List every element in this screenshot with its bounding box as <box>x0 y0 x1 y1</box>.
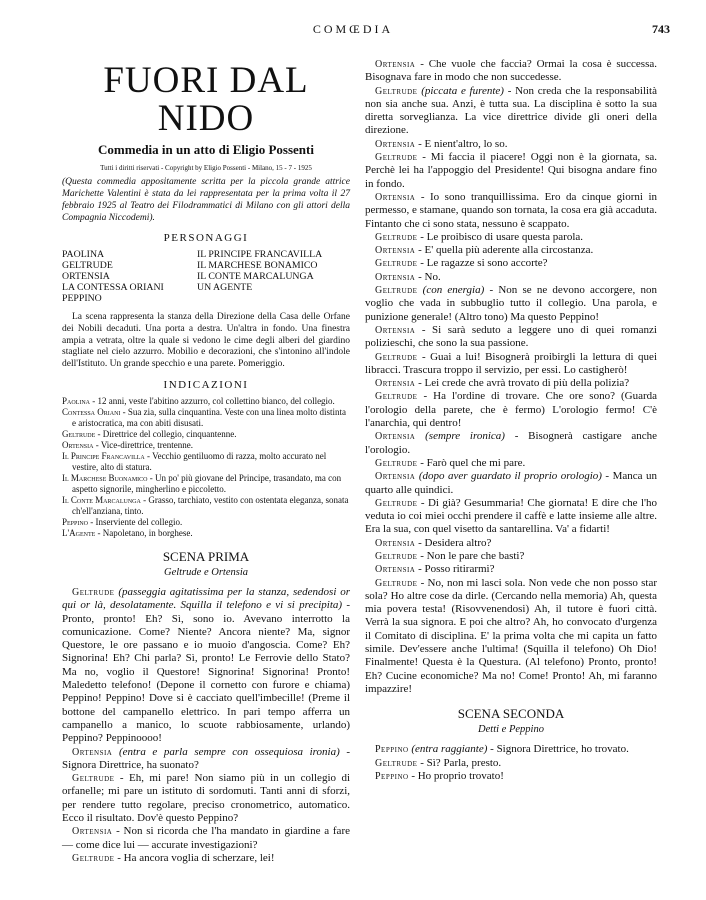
page-number: 743 <box>652 22 670 36</box>
speaker-name: Ortensia <box>375 564 416 576</box>
indication-entry <box>62 440 350 451</box>
dialogue-line <box>365 271 657 284</box>
indications-heading: INDICAZIONI <box>163 378 249 391</box>
dialogue-line <box>365 430 657 457</box>
dialogue-text: - Ha l'ordine di trovare. Che ore sono? (Guarda l'orologio della parete, che è fermo) L'orologio fermo! C'è l'anarchia, qui dentro! <box>365 390 657 430</box>
speaker-name: Geltrude <box>72 773 115 785</box>
scene-two-characters: Detti e Peppino <box>478 724 544 736</box>
dialogue-text: - Bisognerà castigare anche l'orologio. <box>365 430 658 456</box>
stage-direction: (piccata e furente) <box>421 84 504 97</box>
dialogue-text: - Guai a lui! Bisognerà proibirgli la lettura di quei libracci. Trascura troppo il servizio, per essi. Lo castigherò! <box>365 350 657 376</box>
dialogue-line <box>365 231 657 244</box>
speaker-name: Ortensia <box>375 138 416 150</box>
dialogue-text: - E nient'altro, lo so. <box>415 137 508 150</box>
dialogue-line <box>365 351 657 378</box>
indication-text: - 12 anni, veste l'abitino azzurro, col collettino bianco, del collegio. <box>90 395 335 406</box>
dialogue-text: - Pronto, pronto! Eh? Sì, sono io. Avevano interrotto la comunicazione. Come? Niente? Ancora niente? Ma, signor Questore, le ore passano e io muoio d'angoscia. Come? Eh? Signorina! Eh? Chi parla? Sì, pronto! Le Ferrovie dello Stato? Ma no, voglio il Questore! Signorina! Signorina! Pronto! Maledetto telefono! (Depone il cornetto con furore e chiama) Peppino! Peppino! Dove si è cacciato quell'imbecille! (Preme il bottone del campanello elettrico. In pari tempo afferra un campanello a manico, lo scuote rabbiosamente, urlando) Peppino? Peppinoooo! <box>62 599 350 745</box>
speaker-name: Geltrude <box>72 852 115 864</box>
speaker-name: Ortensia <box>375 245 416 257</box>
cast-member: PEPPINO <box>62 293 102 304</box>
indication-character: L'Agente <box>62 527 96 538</box>
dialogue-line <box>365 324 657 351</box>
indication-text: - Grasso, tarchiato, vestito con ostentata eleganza, sonata ch'ell'anziana, tinto. <box>72 494 349 516</box>
dialogue-right <box>365 58 657 696</box>
dialogue-text: - Signora Direttrice, ha suonato? <box>62 745 350 771</box>
speaker-name: Ortensia <box>375 537 416 549</box>
dialogue-line <box>365 497 657 537</box>
right-column <box>365 58 657 783</box>
cast-member: UN AGENTE <box>197 282 253 293</box>
dialogue-text: - No. <box>415 270 441 283</box>
dialogue-line <box>365 563 657 576</box>
indication-entry <box>62 528 350 539</box>
indications-list <box>62 396 350 539</box>
indication-character: Il Principe Francavilla <box>62 450 145 461</box>
indication-text: - Vecchio gentiluomo di razza, molto accurato nel vestire, alto di statura. <box>72 450 327 472</box>
intro-note: (Questa commedia appositamente scritta per la piccola grande attrice Marichette Valentini è stata da lei rappresentata per la prima volta il 27 febbraio 1925 al Teatro dei Filodrammatici di Milano con gli attori della Compagnia Niccodemi). <box>62 177 350 223</box>
dialogue-line <box>365 58 657 85</box>
dialogue-line <box>365 151 657 191</box>
dialogue-line <box>365 757 657 770</box>
left-column <box>62 58 350 865</box>
dialogue-line <box>365 85 657 138</box>
speaker-name: Peppino <box>375 770 409 782</box>
cast-list <box>62 249 350 304</box>
scene-one-title: SCENA PRIMA <box>162 548 250 564</box>
play-title: FUORI DAL NIDO <box>103 60 309 139</box>
dialogue-line <box>365 537 657 550</box>
dialogue-text: - Non se ne devono accorgere, non voglio che vada in subbuglio tutto il collegio. Una parola, e punizione generale! (Altro tono) Ma questo Peppino! <box>365 284 658 323</box>
dialogue-text: - Le proibisco di usare questa parola. <box>417 230 584 243</box>
dialogue-scene-two <box>365 743 657 783</box>
stage-direction: (sempre ironica) <box>425 430 505 443</box>
indication-character: Peppino <box>62 516 89 527</box>
stage-direction: (passeggia agitatissima per la stanza, sedendosi or qui or là, desolatamente. Squilla il telefono e vi si precipita) <box>62 585 351 612</box>
indication-text: - Inserviente del collegio. <box>88 516 183 527</box>
speaker-name: Ortensia <box>375 431 416 443</box>
indication-character: Il Marchese Buonamico <box>62 472 148 483</box>
speaker-name: Geltrude <box>375 497 418 509</box>
speaker-name: Geltrude <box>375 231 418 243</box>
stage-direction: (dopo aver guardato il proprio orologio) <box>418 470 602 483</box>
dialogue-text: - E' quella più aderente alla circostanza. <box>415 244 594 257</box>
indication-entry <box>62 517 350 528</box>
indication-entry <box>62 429 350 440</box>
dialogue-line <box>62 772 350 825</box>
speaker-name: Ortensia <box>375 471 416 483</box>
dialogue-text: - Sì? Parla, presto. <box>417 756 502 769</box>
speaker-name: Geltrude <box>375 757 418 769</box>
stage-direction: (entra raggiante) <box>411 743 488 756</box>
dialogue-line <box>365 470 657 497</box>
dialogue-text: - Io sono tranquillissima. Ero da cinque giorni in permesso, e stamane, quando son tornata, la cosa era già accaduta. Fintanto che ci sono stata, nessuno è scappato. <box>365 190 657 230</box>
dialogue-line <box>365 390 657 430</box>
dialogue-text: - Di già? Gesummaria! Che giornata! E dire che l'ho veduta io coi miei occhi prendere il caffè e latte insieme alle altre. Era la sua, con quel visetto da santarellina. Va' a fidarti! <box>365 496 657 536</box>
dialogue-line <box>62 852 350 865</box>
cast-member <box>197 293 350 304</box>
scene-two-title: SCENA SECONDA <box>457 706 565 722</box>
dialogue-line <box>365 244 657 257</box>
play-subtitle: Commedia in un atto di Eligio Possenti <box>98 142 314 157</box>
dialogue-text: - Eh, mi pare! Non siamo più in un collegio di orfanelle; mi pare un istituto di sordomuti. Tanti anni di sforzi, per rendere tutto regolare, preciso cronometrico, automatico. Ecco il risultato. Dov'è questo Peppino? <box>62 772 350 825</box>
indication-text: - Napoletano, in borghese. <box>95 527 193 538</box>
speaker-name: Ortensia <box>375 324 416 336</box>
dialogue-line <box>365 138 657 151</box>
indication-character: Contessa Oriani <box>62 406 121 417</box>
dialogue-text: - Ho proprio trovato! <box>408 769 504 782</box>
indication-character: Il Conte Marcalunga <box>62 494 141 505</box>
copyright-line: Tutti i diritti riservati - Copyright by Eligio Possenti - Milano, 15 - 7 - 1925 <box>100 164 312 172</box>
dialogue-line <box>365 284 657 324</box>
cast-heading: PERSONAGGI <box>163 232 249 244</box>
indication-text: - Un po' più giovane del Principe, trasandato, ma con aspetto signorile, mingherlino e piccoletto. <box>72 472 342 494</box>
dialogue-text: - Che vuole che faccia? Ormai la cosa è successa. Bisognava fare in modo che non succedesse. <box>365 58 657 84</box>
stage-direction: (entra e parla sempre con ossequiosa ironia) <box>118 745 340 758</box>
speaker-name: Geltrude <box>375 457 418 469</box>
indication-entry <box>62 473 350 495</box>
speaker-name: Geltrude <box>375 285 418 297</box>
dialogue-text: - Mi faccia il piacere! Oggi non è la giornata, sa. Perchè lei ha l'appoggio del Presidente! Qui bisogna andare fino in fondo. <box>365 151 657 190</box>
stage-direction: (con energia) <box>422 284 485 297</box>
indication-character: Paolina <box>62 395 91 406</box>
speaker-name: Geltrude <box>375 351 418 363</box>
dialogue-line <box>365 257 657 270</box>
speaker-name: Ortensia <box>375 378 416 390</box>
dialogue-line <box>365 377 657 390</box>
cast-member: GELTRUDE <box>62 260 113 271</box>
dialogue-text: - Non le pare che basti? <box>417 549 525 562</box>
indication-character: Geltrude <box>62 428 96 439</box>
dialogue-line <box>365 743 657 756</box>
speaker-name: Geltrude <box>375 152 418 164</box>
dialogue-text: - Non creda che la responsabilità non sia anche sua. Anzi, è tutta sua. La disciplina è sotto la sua diretta sorveglianza. La vice direttrice divide gli oneri della direzione. <box>365 84 657 137</box>
indication-entry <box>62 495 350 517</box>
indication-text: - Sua zia, sulla cinquantina. Veste con una linea molto distinta e aristocratica, ma con abiti disusati. <box>72 406 346 428</box>
scene-one-characters: Geltrude e Ortensia <box>164 566 248 578</box>
indication-text: - Direttrice del collegio, cinquantenne. <box>95 428 237 439</box>
dialogue-line <box>365 550 657 563</box>
dialogue-line <box>62 746 350 773</box>
cast-member: LA CONTESSA ORIANI <box>62 282 164 293</box>
dialogue-text: - Ha ancora voglia di scherzare, lei! <box>114 851 275 864</box>
cast-member: IL CONTE MARCALUNGA <box>197 271 314 282</box>
indication-entry <box>62 451 350 473</box>
setting-description: La scena rappresenta la stanza della Direzione della Casa delle Orfane dei Nobili decaduti. Una porta a destra. Un'altra in fondo. Una finestra ampia a vetrata, oltre la quale si vedono le cime degli alberi del giardino stagliate nel cielo azzurro. Mobilio e decorazioni, che s'intonino all'indole dell'Istituto. Un grande specchio e una parete. Pomeriggio. <box>62 312 350 370</box>
indication-entry <box>62 396 350 407</box>
speaker-name: Geltrude <box>375 550 418 562</box>
cast-member: ORTENSIA <box>62 271 110 282</box>
dialogue-line <box>365 457 657 470</box>
running-header: COMŒDIA <box>312 22 394 36</box>
dialogue-text: - Le ragazze si sono accorte? <box>417 257 548 270</box>
dialogue-text: - Farò quel che mi pare. <box>417 456 526 469</box>
dialogue-text: - Posso ritirarmi? <box>415 563 495 576</box>
speaker-name: Ortensia <box>72 746 113 758</box>
cast-member: PAOLINA <box>62 249 105 260</box>
dialogue-text: - Signora Direttrice, ho trovato. <box>487 743 629 756</box>
cast-member: IL MARCHESE BONAMICO <box>197 260 318 271</box>
dialogue-text: - Si sarà seduto a leggere uno di quei romanzi polizieschi, che sono la sua passione. <box>365 323 657 350</box>
dialogue-text: - Lei crede che avrà trovato di più della polizia? <box>415 377 630 390</box>
dialogue-text: - No, non mi lasci sola. Non vede che non posso star sola? Ho altre cose da dirle. (Cercando nella memoria) Ah, questa mia povera testa! (Risovvenendosi) Ah, il tutore è fuori città. Verrà la sua signora. E poi che altro? Ah, ho convocato d'urgenza il Comitato di disciplina. E' la prima volta che mi capita un fatto simile. Dev'essere anche l'ultima! (Squilla il telefono) Oh Dio! Finalmente! Questa è la Questura. (Al telefono) Pronto, pronto! Eh? Cucine economiche? Ma no! Come! Pronto! Ah, mi faranno impazzire! <box>365 576 657 695</box>
speaker-name: Ortensia <box>375 271 416 283</box>
dialogue-text: - Manca un quarto alle quindici. <box>365 470 658 496</box>
speaker-name: Ortensia <box>72 826 113 838</box>
dialogue-line <box>365 191 657 231</box>
dialogue-line <box>62 825 350 852</box>
speaker-name: Geltrude <box>72 586 115 598</box>
cast-member: IL PRINCIPE FRANCAVILLA <box>197 249 323 260</box>
indication-text: - Vice-direttrice, trentenne. <box>93 439 193 450</box>
speaker-name: Geltrude <box>375 391 418 403</box>
dialogue-line <box>365 770 657 783</box>
speaker-name: Geltrude <box>375 258 418 270</box>
speaker-name: Geltrude <box>375 577 418 589</box>
speaker-name: Ortensia <box>375 59 416 70</box>
dialogue-text: - Non si ricorda che l'ha mandato in giardine a fare — come dice lui — accurate investigazioni? <box>62 825 350 851</box>
speaker-name: Geltrude <box>375 85 418 97</box>
speaker-name: Peppino <box>375 744 409 756</box>
dialogue-text: - Desidera altro? <box>415 536 492 549</box>
indication-character: Ortensia <box>62 439 94 450</box>
dialogue-line <box>62 586 350 746</box>
dialogue-line <box>365 577 657 697</box>
speaker-name: Ortensia <box>375 191 416 203</box>
indication-entry <box>62 407 350 429</box>
dialogue-left <box>62 586 350 865</box>
